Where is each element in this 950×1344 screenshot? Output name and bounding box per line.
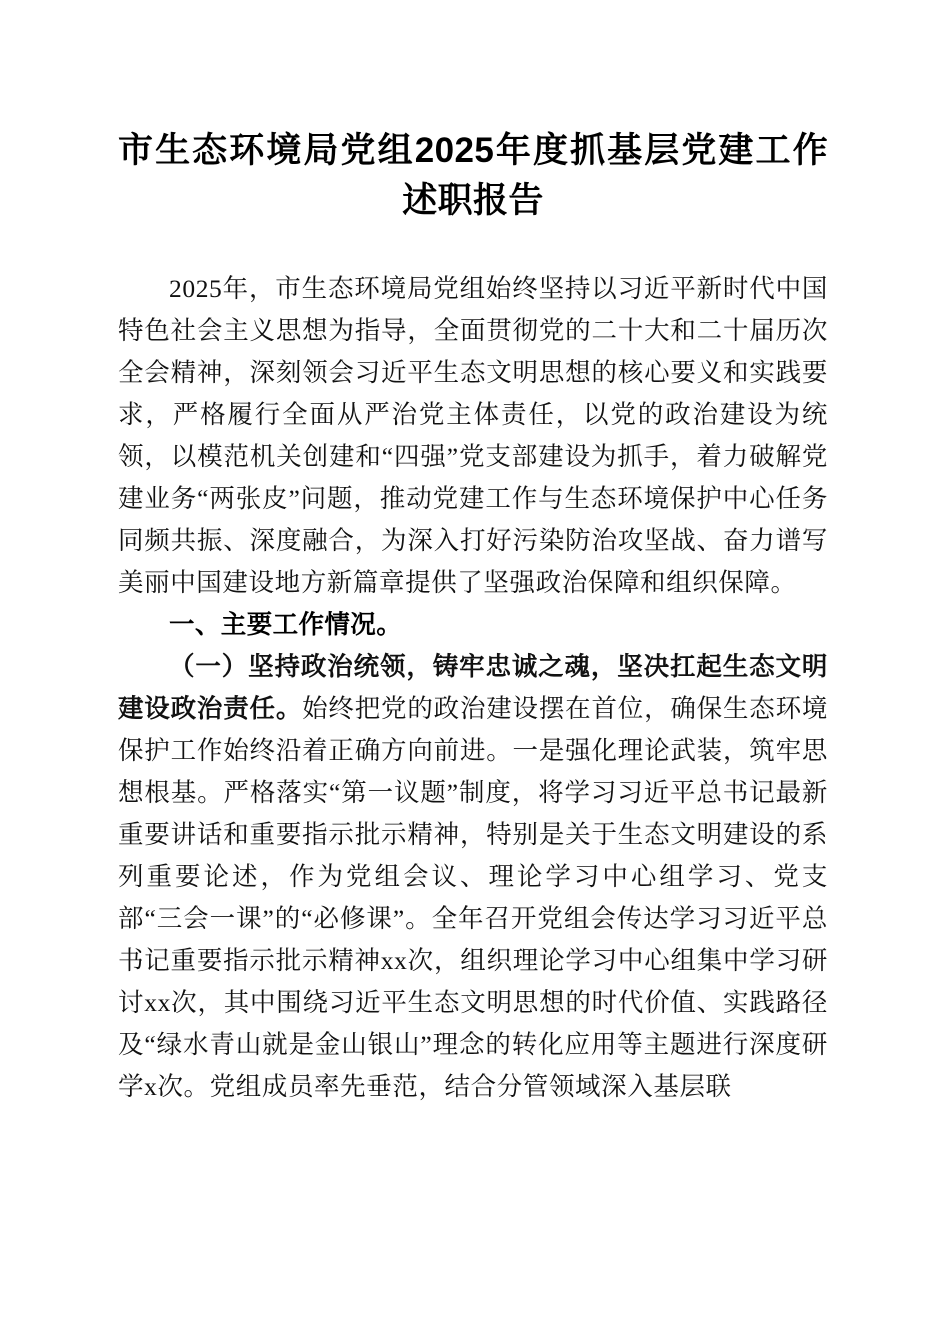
subsection-one-lead: （一）坚持政治统领，铸牢忠诚之魂，坚决扛起生态文明建设政治责任。 <box>118 652 828 723</box>
document-text-column <box>118 0 828 1344</box>
section-heading-one: 一、主要工作情况。 <box>169 611 403 639</box>
page-title: 市生态环境局党组2025年度抓基层党建工作述职报告 <box>118 131 828 220</box>
subsection-one-paragraph <box>118 646 828 1108</box>
opening-paragraph: 2025年，市生态环境局党组始终坚持以习近平新时代中国特色社会主义思想为指导，全面贯彻党的二十大和二十届历次全会精神，深刻领会习近平生态文明思想的核心要义和实践要求，严格履行全面从严治党主体责任，以党的政治建设为统领，以模范机关创建和“四强”党支部建设为抓手，着力破解党建业务“两张皮”问题，推动党建工作与生态环境保护中心任务同频共振、深度融合，为深入打好污染防治攻坚战、奋力谱写美丽中国建设地方新篇章提供了坚强政治保障和组织保障。 <box>118 274 828 597</box>
subsection-one-body: 始终把党的政治建设摆在首位，确保生态环境保护工作始终沿着正确方向前进。一是强化理论武装，筑牢思想根基。严格落实“第一议题”制度，将学习习近平总书记最新重要讲话和重要指示批示精神，特别是关于生态文明建设的系列重要论述，作为党组会议、理论学习中心组学习、党支部“三会一课”的“必修课”。全年召开党组会传达学习习近平总书记重要指示批示精神xx次，组织理论学习中心组集中学习研讨xx次，其中围绕习近平生态文明思想的时代价值、实践路径及“绿水青山就是金山银山”理念的转化应用等主题进行深度研学x次。党组成员率先垂范，结合分管领域深入基层联 <box>118 694 828 1101</box>
